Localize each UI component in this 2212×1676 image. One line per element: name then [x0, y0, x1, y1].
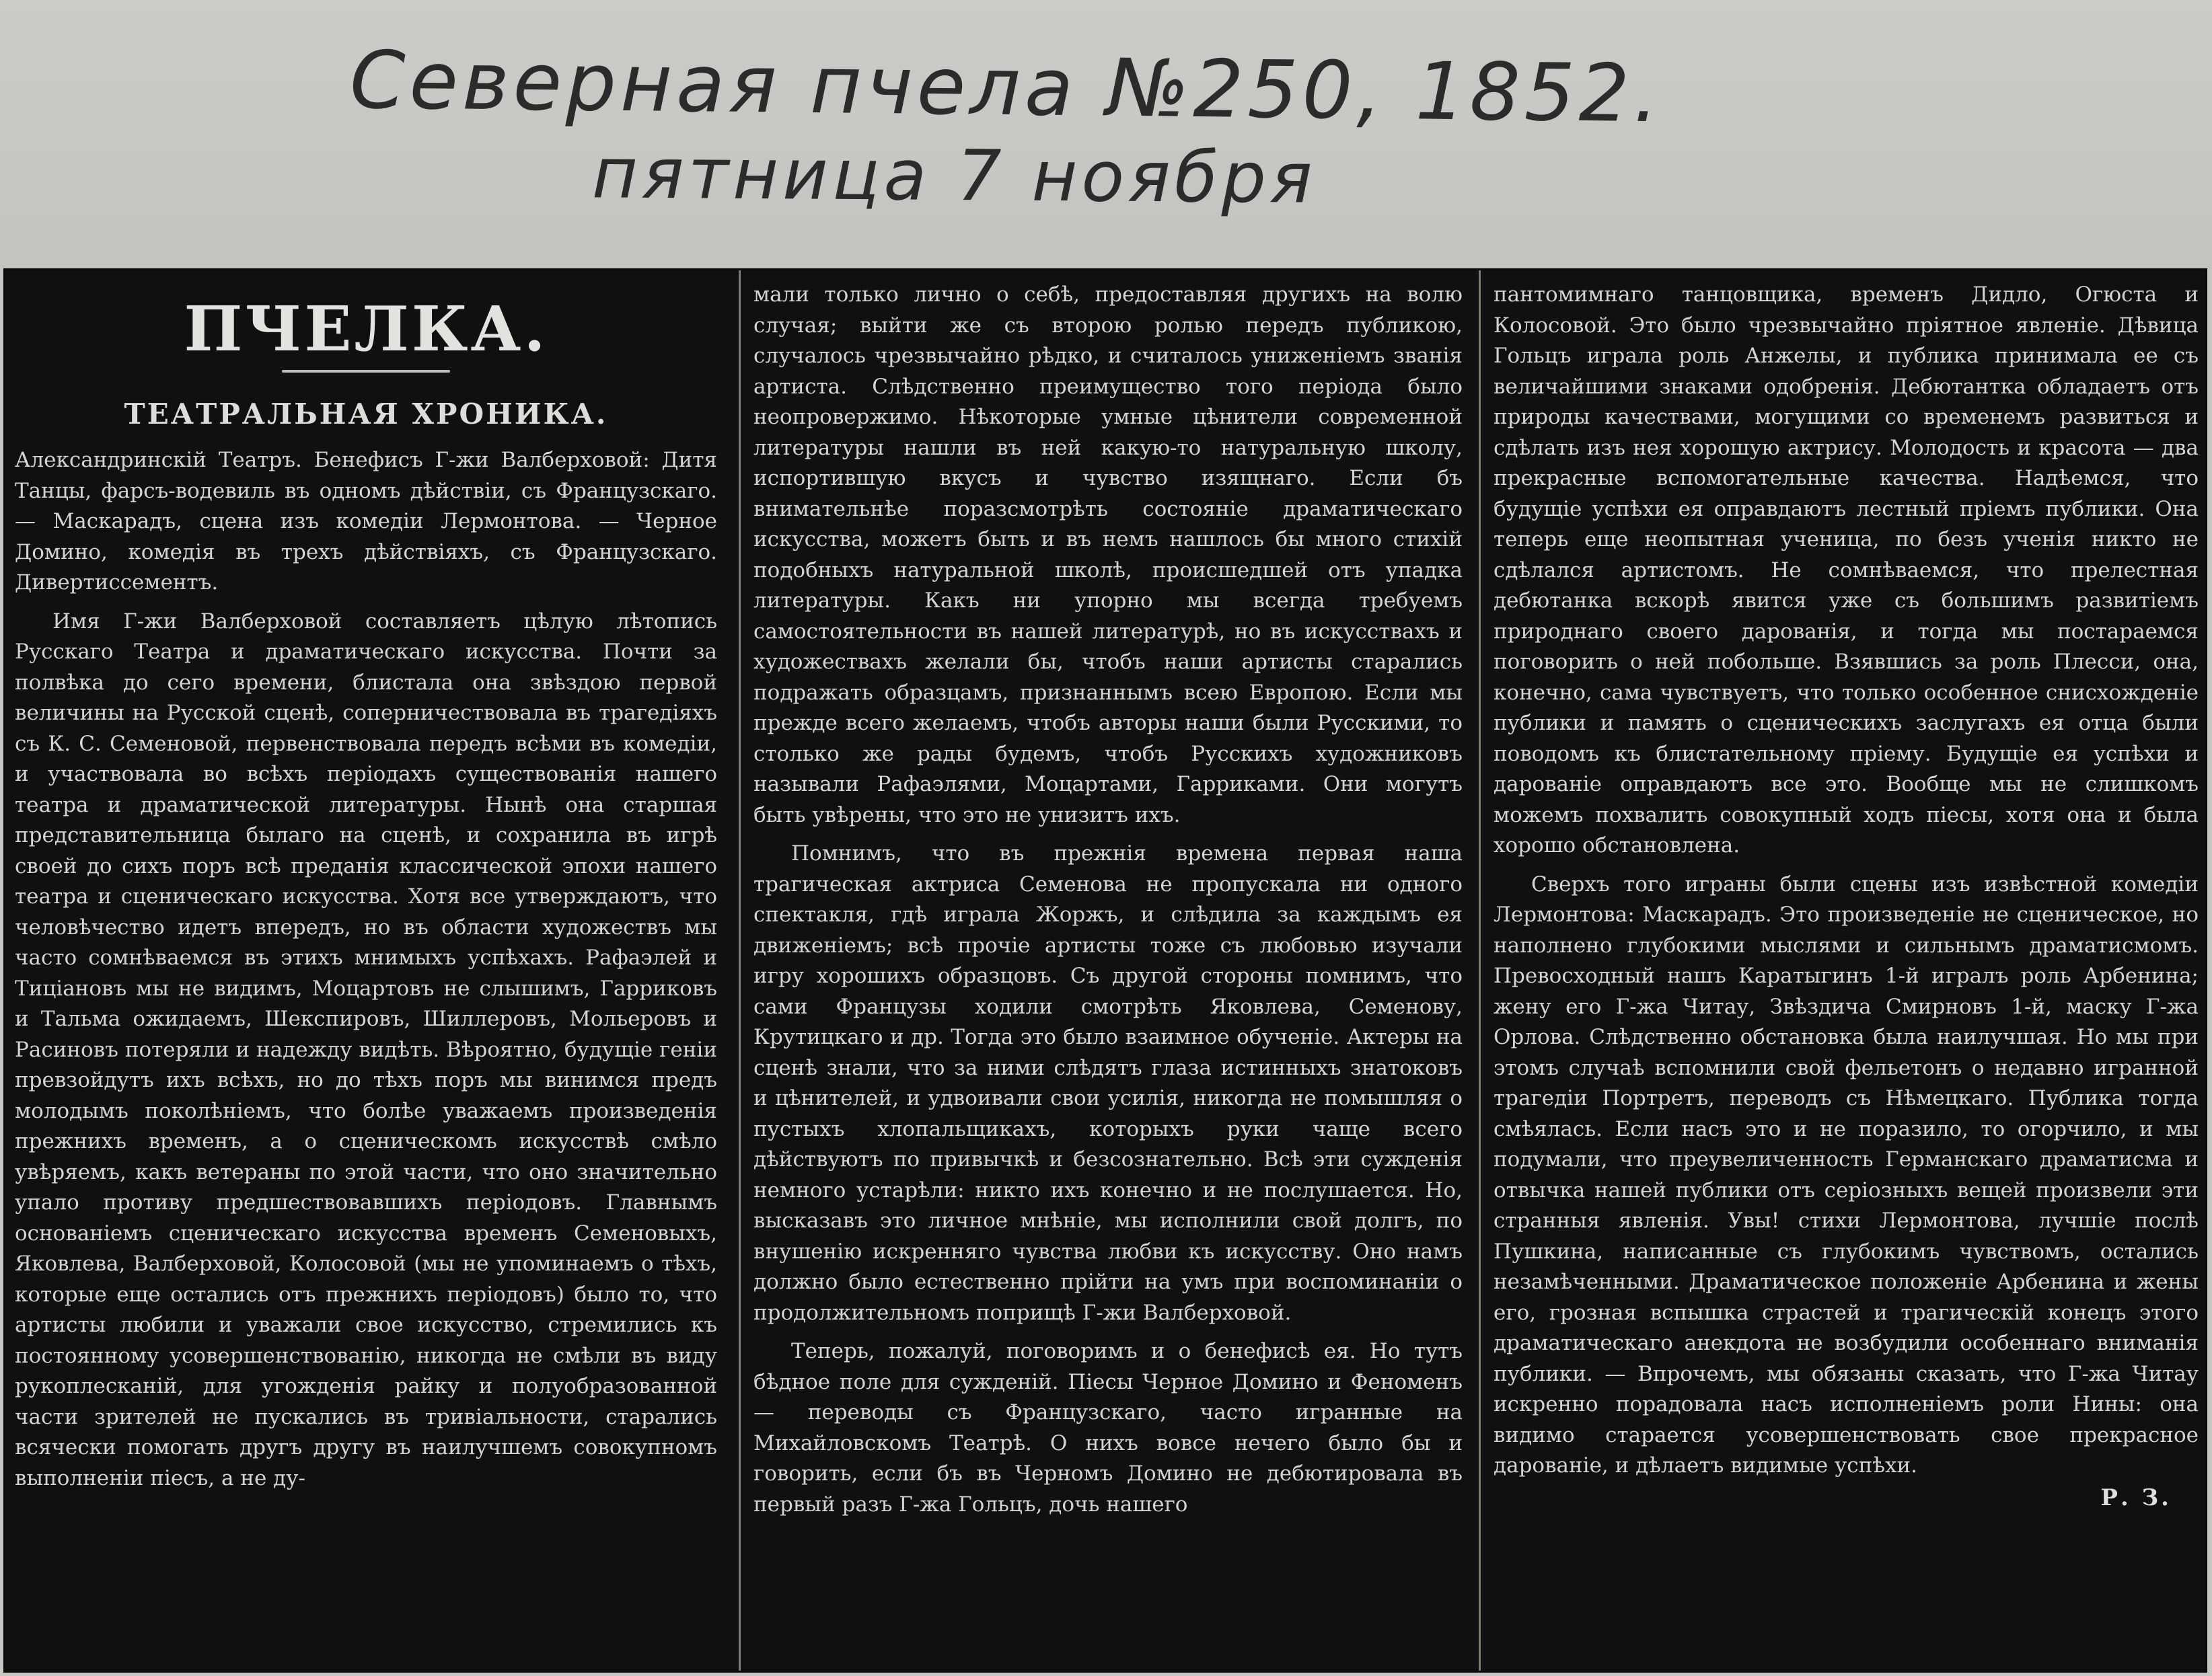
handwritten-note-line-1: Северная пчела №250, 1852.: [349, 33, 1664, 141]
author-signature: Р. З.: [2100, 1484, 2172, 1511]
column-1: [15, 280, 717, 1664]
article-paragraph: Александринскій Театръ. Бенефисъ Г-жи Валберховой: Дитя Танцы, фарсъ-водевиль въ одномъ дѣйствіи, съ Французскаго. — Маскарадъ, сцена изъ комедіи Лермонтова. — Черное Домино, комедія въ трехъ дѣйствіяхъ, съ Французскаго. Дивертиссементъ.: [15, 448, 717, 595]
handwritten-note-line-2: пятница 7 ноября: [591, 132, 1317, 219]
column-divider: [739, 270, 741, 1671]
article-paragraph: Помнимъ, что въ прежнія времена первая наша трагическая актриса Семенова не пропускала ни одного спектакля, гдѣ играла Жоржъ, и слѣдила за каждымъ ея движеніемъ; всѣ прочіе артисты тоже съ любовью изучали игру хорошихъ образцовъ. Съ другой стороны помнимъ, что сами Французы ходили смотрѣть Яковлева, Семенову, Крутицкаго и др. Тогда это было взаимное обученіе. Актеры на сценѣ знали, что за ними слѣдятъ глаза истинныхъ знатоковъ и цѣнителей, и удвоивали свои усилія, никогда не помышляя о пустыхъ хлопальщикахъ, которыхъ руки чаще всего дѣйствуютъ по привычкѣ и безсознательно. Всѣ эти сужденія немного устарѣли: никто ихъ конечно и не послушается. Но, высказавъ это личное мнѣніе, мы исполнили свой долгъ, по внушенію искренняго чувства любви къ искусству. Оно намъ должно было естественно прійти на умъ при воспоминаніи о продолжительномъ поприщѣ Г-жи Валберховой.: [753, 841, 1463, 1325]
column-2: [753, 280, 1463, 1664]
article-paragraph: Сверхъ того играны были сцены изъ извѣстной комедіи Лермонтова: Маскарадъ. Это произведеніе не сценическое, но наполнено глубокими мыслями и сильнымъ драматисмомъ. Превосходный нашъ Каратыгинъ 1-й игралъ роль Арбенина; жену его Г-жа Читау, Звѣздича Смирновъ 1-й, маску Г-жа Орлова. Слѣдственно обстановка была наилучшая. Но мы при этомъ случаѣ вспомнили свой фельетонъ о недавно игранной трагедіи Портретъ, переводъ съ Нѣмецкаго. Публика тогда смѣялась. Если насъ это и не поразило, то огорчило, и мы подумали, что преувеличенность Германскаго драматисма и отвычка нашей публики отъ серіозныхъ вещей произвели эти странныя явленія. Увы! стихи Лермонтова, лучшіе послѣ Пушкина, написанные съ глубокимъ чувствомъ, остались незамѣченными. Драматическое положеніе Арбенина и жены его, грозная вспышка страстей и трагическій конецъ этого драматическаго анекдота не возбудили особеннаго вниманія публики. — Впрочемъ, мы обязаны сказать, что Г-жа Читау искренно порадовала насъ исполненіемъ роли Нины: она видимо старается усовершенствовать свое прекрасное дарованіе, и дѣлаетъ видимые успѣхи.: [1494, 872, 2199, 1478]
section-title: ТЕАТРАЛЬНАЯ ХРОНИКА.: [124, 397, 608, 430]
newspaper-clipping: [5, 270, 2205, 1671]
column-3: [1494, 280, 2199, 1664]
masthead-divider: [282, 370, 450, 373]
article-paragraph: Теперь, пожалуй, поговоримъ и о бенефисѣ ея. Но тутъ бѣдное поле для сужденій. Пiесы Черное Домино и Феноменъ — переводы съ Французскаго, часто игранные на Михайловскомъ Театрѣ. О нихъ вовсе нечего было бы и говорить, если бъ въ Черномъ Домино не дебютировала въ первый разъ Г-жа Гольцъ, дочь нашего: [753, 1339, 1463, 1517]
masthead-title: ПЧЕЛКА.: [184, 293, 548, 365]
article-paragraph: пантомимнаго танцовщика, временъ Дидло, Огюста и Колосовой. Это было чрезвычайно пріятное явленіе. Дѣвица Гольцъ играла роль Анжелы, и публика принимала ее съ величайшими знаками одобренія. Дебютантка обладаетъ отъ природы качествами, могущими со временемъ развиться и сдѣлать изъ нея хорошую актрису. Молодость и красота — два прекрасные вспомогательные качества. Надѣемся, что будущіе успѣхи ея оправдаютъ лестный пріемъ публики. Она теперь еще неопытная ученица, по безъ ученія никто не сдѣлался артистомъ. Не сомнѣваемся, что прелестная дебютанка вскорѣ явится уже съ большимъ развитіемъ природнаго своего дарованія, и тогда мы постараемся поговорить о ней побольше. Взявшись за роль Плесси, она, конечно, сама чувствуетъ, что только особенное снисхожденіе публики и память о сценическихъ заслугахъ ея отца были поводомъ къ блистательному пріему. Будущіе ея успѣхи и дарованіе оправдаютъ все это. Вообще мы не слишкомъ можемъ похвалить совокупный ходъ пiесы, хотя она и была хорошо обстановлена.: [1494, 282, 2199, 858]
column-divider: [1479, 270, 1481, 1671]
article-paragraph: Имя Г-жи Валберховой составляетъ цѣлую лѣтопись Русскаго Театра и драматическаго искусства. Почти за полвѣка до сего времени, блистала она звѣздою первой величины на Русской сценѣ, соперничествовала въ трагедіяхъ съ К. С. Семеновой, первенствовала передъ всѣми въ комедіи, и участвовала во всѣхъ періодахъ существованія нашего театра и драматической литературы. Нынѣ она старшая представительница былаго на сценѣ, и сохранила въ игрѣ своей до сихъ поръ всѣ преданія классической эпохи нашего театра и сценическаго искусства. Хотя все утверждаютъ, что человѣчество идетъ впередъ, но въ области художествъ мы часто сомнѣваемся въ этихъ мнимыхъ успѣхахъ. Рафаэлей и Тиціановъ мы не видимъ, Моцартовъ не слышимъ, Гарриковъ и Тальма ожидаемъ, Шекспировъ, Шиллеровъ, Мольеровъ и Расиновъ потеряли и надежду видѣть. Вѣроятно, будущіе геніи превзойдутъ ихъ всѣхъ, но до тѣхъ поръ мы винимся предъ молодымъ поколѣніемъ, что болѣе уважаемъ произведенія прежнихъ временъ, а о сценическомъ искусствѣ смѣло увѣряемъ, какъ ветераны по этой части, что оно значительно упало противу предшествовавшихъ періодовъ. Главнымъ основаніемъ сценическаго искусства временъ Семеновыхъ, Яковлева, Валберховой, Колосовой (мы не упоминаемъ о тѣхъ, которые еще остались отъ прежнихъ періодовъ) было то, что артисты любили и уважали свое искусство, стремились къ постоянному усовершенствованію, никогда не смѣли въ виду рукоплесканій, для угожденія райку и полуобразованной части зрителей не пускались въ тривіальности, старались всячески помогать другъ другу въ наилучшемъ совокупномъ выполненіи пiесъ, а не ду-: [15, 609, 717, 1490]
handwritten-note: [0, 0, 2212, 269]
article-paragraph: мали только лично о себѣ, предоставляя другихъ на волю случая; выйти же съ второю ролью передъ публикою, случалось чрезвычайно рѣдко, и считалось униженіемъ званія артиста. Слѣдственно преимущество того періода было неопровержимо. Нѣкоторые умные цѣнители современной литературы нашли въ ней какую-то натуральную школу, испортившую вкусъ и чувство изящнаго. Если бъ внимательнѣе поразсмотрѣть состояніе драматическаго искусства, можетъ быть и въ немъ нашлось бы много стихій подобныхъ натуральной школѣ, происшедшей отъ упадка литературы. Какъ ни упорно мы всегда требуемъ самостоятельности въ нашей литературѣ, но въ искусствахъ и художествахъ желали бы, чтобъ наши артисты старались подражать образцамъ, признаннымъ всею Европою. Если мы прежде всего желаемъ, чтобъ авторы наши были Русскими, то столько же рады будемъ, чтобъ Русскихъ художниковъ называли Рафаэлями, Моцартами, Гарриками. Они могутъ быть увѣрены, что это не унизитъ ихъ.: [753, 282, 1463, 827]
